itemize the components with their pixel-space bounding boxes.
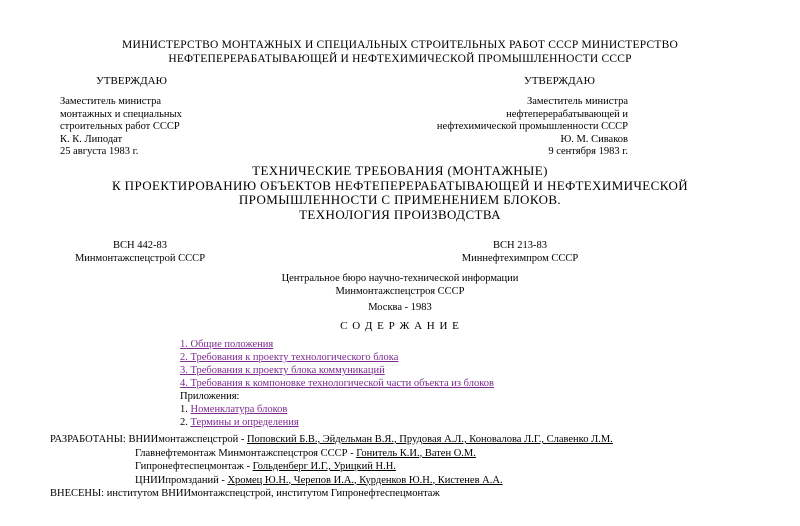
toc-link-general[interactable]: 1. Общие положения bbox=[180, 339, 274, 350]
vsn-right-code: ВСН 213-83 bbox=[493, 240, 547, 251]
vsn-right bbox=[440, 240, 600, 265]
introduced-label: ВНЕСЕНЫ: bbox=[50, 488, 105, 499]
approval-right-signatory: Ю. М. Сиваков bbox=[560, 133, 628, 145]
approval-left-title: УТВЕРЖДАЮ bbox=[96, 75, 167, 87]
title-line: ТЕХНОЛОГИЯ ПРОИЗВОДСТВА bbox=[299, 206, 501, 222]
city-year: Москва - 1983 bbox=[368, 302, 432, 313]
bureau-block bbox=[0, 272, 800, 298]
appendix-number: 1. bbox=[180, 404, 188, 415]
appendix-item bbox=[180, 416, 494, 429]
developed-org: Гипронефтеспецмонтаж bbox=[135, 461, 244, 472]
developed-names: Хромец Ю.Н., Черепов И.А., Курденков Ю.Н., Кистенев А.А. bbox=[227, 474, 503, 486]
developed-org: ВНИИмонтажспецстрой bbox=[128, 434, 239, 445]
bureau-line1: Центральное бюро научно-технической информации bbox=[281, 273, 519, 284]
toc-link-layout[interactable]: 4. Требования к компоновке технологической части объекта из блоков bbox=[180, 378, 494, 389]
ministry-header-line2: НЕФТЕПЕРЕРАБАТЫВАЮЩЕЙ И НЕФТЕХИМИЧЕСКОЙ ПРОМЫШЛЕННОСТИ СССР bbox=[168, 53, 632, 65]
contents-heading: С О Д Е Р Ж А Н И Е bbox=[340, 320, 460, 332]
approval-left-date: 25 августа 1983 г. bbox=[60, 146, 139, 157]
title-line: К ПРОЕКТИРОВАНИЮ ОБЪЕКТОВ НЕФТЕПЕРЕРАБАТЫВАЮЩЕЙ И НЕФТЕХИМИЧЕСКОЙ bbox=[111, 177, 689, 193]
appendix-link-terms[interactable]: Термины и определения bbox=[190, 417, 299, 428]
credits-block bbox=[50, 433, 613, 501]
developed-org: ЦНИИпромзданий bbox=[135, 474, 219, 486]
bureau-line2: Минмонтажспецстроя СССР bbox=[335, 286, 465, 297]
title-line: ПРОМЫШЛЕННОСТИ С ПРИМЕНЕНИЕМ БЛОКОВ. bbox=[238, 192, 562, 207]
document-title bbox=[0, 164, 800, 222]
developed-label: РАЗРАБОТАНЫ: bbox=[50, 434, 126, 445]
approval-right-date: 9 сентября 1983 г. bbox=[548, 146, 628, 157]
approval-right-line: Заместитель министра bbox=[526, 96, 628, 107]
approval-right-title: УТВЕРЖДАЮ bbox=[524, 75, 595, 87]
approval-right-block bbox=[437, 96, 628, 159]
developed-row: Гипронефтеспецмонтаж - Гольденберг И.Г., Урицкий Н.Н. bbox=[135, 461, 396, 472]
appendices-label: Приложения: bbox=[180, 391, 240, 402]
toc-link-utility-block[interactable]: 3. Требования к проекту блока коммуникаций bbox=[180, 365, 385, 376]
approval-left-line: монтажных и специальных bbox=[60, 108, 182, 120]
vsn-right-org: Миннефтехимпром СССР bbox=[461, 252, 579, 264]
developed-org: Главнефтемонтаж Минмонтажспецстроя СССР bbox=[135, 447, 348, 459]
vsn-left bbox=[60, 240, 220, 265]
appendix-link-nomenclature[interactable]: Номенклатура блоков bbox=[190, 404, 288, 415]
toc-link-process-block[interactable]: 2. Требования к проекту технологического блока bbox=[180, 352, 399, 363]
approval-left-block bbox=[60, 96, 182, 159]
introduced-row bbox=[50, 487, 613, 501]
approval-right-line: нефтеперерабатывающей и bbox=[506, 108, 628, 120]
ministry-header-line1: МИНИСТЕРСТВО МОНТАЖНЫХ И СПЕЦИАЛЬНЫХ СТРОИТЕЛЬНЫХ РАБОТ СССР МИНИСТЕРСТВО bbox=[122, 39, 678, 51]
ministry-header bbox=[0, 38, 800, 66]
developed-row: Главнефтемонтаж Минмонтажспецстроя СССР - Гонитель К.И., Ватен О.М. bbox=[135, 447, 476, 459]
table-of-contents bbox=[180, 338, 494, 429]
developed-names: Гонитель К.И., Ватен О.М. bbox=[356, 447, 476, 459]
developed-names: Поповский Б.В., Эйдельман В.Я., Прудовая А.Л., Коновалова Л.Г., Славенко Л.М. bbox=[246, 434, 613, 445]
developed-names: Гольденберг И.Г., Урицкий Н.Н. bbox=[252, 461, 396, 472]
approval-left-signatory: К. К. Липодат bbox=[60, 133, 123, 145]
developed-row: ЦНИИпромзданий - Хромец Ю.Н., Черепов И.А., Курденков Ю.Н., Кистенев А.А. bbox=[135, 474, 503, 486]
appendix-number: 2. bbox=[180, 417, 188, 428]
appendix-item bbox=[180, 403, 494, 416]
vsn-left-code: ВСН 442-83 bbox=[113, 240, 167, 251]
developed-row: РАЗРАБОТАНЫ: ВНИИмонтажспецстрой - Поповский Б.В., Эйдельман В.Я., Прудовая А.Л., Коновалова Л.Г., Славенко Л.М. bbox=[50, 434, 613, 445]
introduced-text: институтом ВНИИмонтажспецстрой, институтом Гипронефтеспецмонтаж bbox=[106, 488, 440, 499]
title-line: ТЕХНИЧЕСКИЕ ТРЕБОВАНИЯ (МОНТАЖНЫЕ) bbox=[252, 163, 548, 178]
approval-right-line: нефтехимической промышленности СССР bbox=[436, 121, 628, 132]
vsn-left-org: Минмонтажспецстрой СССР bbox=[74, 252, 206, 264]
approval-left-line: Заместитель министра bbox=[60, 96, 162, 107]
approval-left-line: строительных работ СССР bbox=[60, 121, 180, 132]
